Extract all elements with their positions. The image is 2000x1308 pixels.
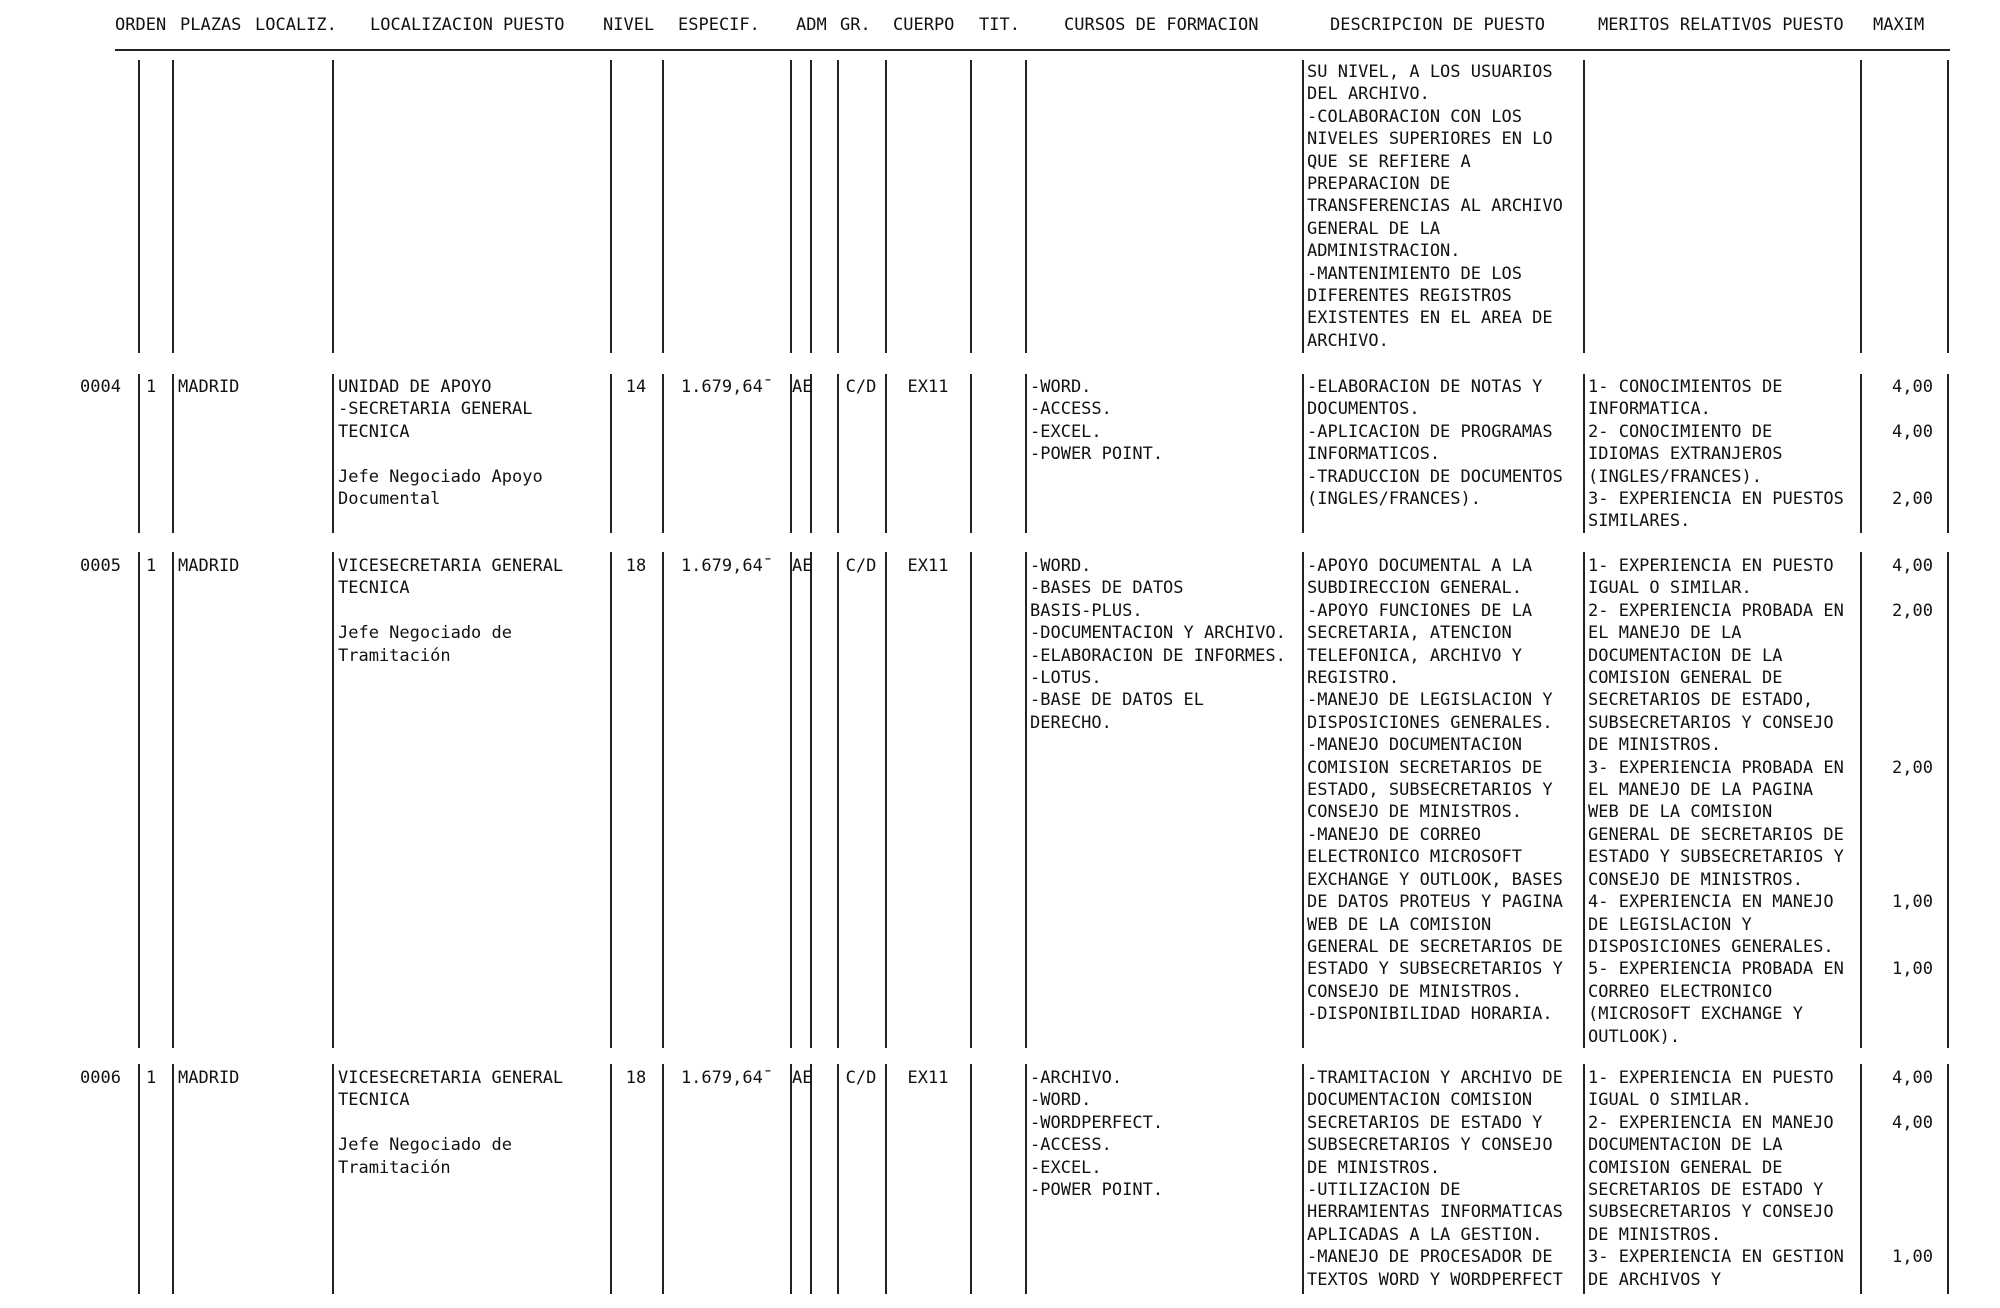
column-rule <box>837 60 839 353</box>
row-descripcion-line: SUBSECRETARIOS Y CONSEJO <box>1307 1135 1553 1156</box>
continuation-descripcion-line: GENERAL DE LA <box>1307 218 1441 239</box>
row-meritos-line: DE LEGISLACION Y <box>1588 914 1752 935</box>
row-localiz: MADRID <box>178 556 240 576</box>
column-rule <box>610 60 612 353</box>
column-rule <box>837 1064 839 1294</box>
row-descripcion-line: GENERAL DE SECRETARIOS DE <box>1307 936 1563 957</box>
header-gr: GR. <box>840 15 871 35</box>
column-rule <box>610 1064 612 1294</box>
row-meritos-line: 2- CONOCIMIENTO DE <box>1588 421 1773 442</box>
row-puesto <box>338 376 603 510</box>
column-rule <box>1302 552 1304 1048</box>
row-maxim: 4,00 <box>1892 421 1933 442</box>
row-cursos-line: -WORDPERFECT. <box>1030 1112 1164 1133</box>
row-descripcion-line: -ELABORACION DE NOTAS Y <box>1307 377 1543 397</box>
row-descripcion-line: TELEFONICA, ARCHIVO Y <box>1307 645 1522 666</box>
continuation-descripcion-line: ADMINISTRACION. <box>1307 241 1461 262</box>
row-plazas: 1 <box>146 556 157 576</box>
row-cursos-line: -BASES DE DATOS <box>1030 578 1184 599</box>
row-orden: 0006 <box>80 1068 121 1088</box>
column-rule <box>172 374 174 533</box>
row-meritos-line: GENERAL DE SECRETARIOS DE <box>1588 824 1844 845</box>
row-descripcion-line: -DISPONIBILIDAD HORARIA. <box>1307 1004 1553 1025</box>
row-meritos-line: 5- EXPERIENCIA PROBADA EN <box>1588 959 1844 980</box>
column-rule <box>1302 60 1304 353</box>
continuation-descripcion-line: ARCHIVO. <box>1307 330 1389 351</box>
column-rule <box>1025 374 1027 533</box>
column-rule <box>662 60 664 353</box>
row-cursos <box>1030 555 1300 734</box>
row-descripcion-line: APLICADAS A LA GESTION. <box>1307 1224 1543 1245</box>
continuation-descripcion-line: PREPARACION DE <box>1307 174 1451 195</box>
header-descripcion: DESCRIPCION DE PUESTO <box>1330 15 1545 35</box>
row-puesto-line: -SECRETARIA GENERAL <box>338 399 533 420</box>
row-gr: C/D <box>845 1068 877 1088</box>
row-meritos-line: SECRETARIOS DE ESTADO, <box>1588 690 1814 711</box>
row-descripcion-line: -APLICACION DE PROGRAMAS <box>1307 421 1553 442</box>
row-orden: 0005 <box>80 556 121 576</box>
column-rule <box>1947 374 1949 533</box>
row-meritos-line: 3- EXPERIENCIA EN PUESTOS <box>1588 489 1844 510</box>
row-cuerpo: EX11 <box>907 556 949 576</box>
column-rule <box>885 552 887 1048</box>
column-rule <box>970 374 972 533</box>
row-descripcion-line: INFORMATICOS. <box>1307 444 1441 465</box>
row-maxim: 1,00 <box>1892 892 1933 912</box>
row-descripcion-line: -TRAMITACION Y ARCHIVO DE <box>1307 1068 1563 1088</box>
row-cursos-line: DERECHO. <box>1030 712 1112 733</box>
column-rule <box>810 1064 812 1294</box>
row-descripcion-line: ESTADO, SUBSECRETARIOS Y <box>1307 780 1553 801</box>
header-orden: ORDEN <box>115 15 167 35</box>
continuation-descripcion-line: DIFERENTES REGISTROS <box>1307 286 1512 307</box>
row-puesto-line: VICESECRETARIA GENERAL <box>338 556 564 576</box>
row-cursos-line: -POWER POINT. <box>1030 1180 1164 1201</box>
continuation-descripcion <box>1307 61 1582 352</box>
row-descripcion-line: CONSEJO DE MINISTROS. <box>1307 981 1522 1002</box>
row-puesto-line: TECNICA <box>338 578 410 599</box>
row-meritos-line: DOCUMENTACION DE LA <box>1588 1135 1783 1156</box>
row-descripcion-line: SECRETARIOS DE ESTADO Y <box>1307 1112 1543 1133</box>
row-cursos-line: -ACCESS. <box>1030 1135 1112 1156</box>
row-orden: 0004 <box>80 377 121 397</box>
row-puesto <box>338 555 603 667</box>
row-plazas: 1 <box>146 1068 157 1088</box>
row-plazas: 1 <box>146 377 157 397</box>
row-maxim: 4,00 <box>1892 1068 1933 1088</box>
column-rule <box>662 374 664 533</box>
row-meritos-line: IDIOMAS EXTRANJEROS <box>1588 444 1783 465</box>
header-adm: ADM <box>796 15 827 35</box>
row-cursos-line: -EXCEL. <box>1030 1157 1102 1178</box>
row-meritos <box>1588 376 1858 533</box>
row-meritos-line: 2- EXPERIENCIA PROBADA EN <box>1588 600 1844 621</box>
row-meritos-line: SECRETARIOS DE ESTADO Y <box>1588 1180 1824 1201</box>
header-nivel: NIVEL <box>603 15 655 35</box>
column-rule <box>1860 374 1862 533</box>
row-nivel: 18 <box>625 556 647 576</box>
row-descripcion-line: ESTADO Y SUBSECRETARIOS Y <box>1307 959 1563 980</box>
row-meritos-line: 3- EXPERIENCIA EN GESTION <box>1588 1247 1844 1268</box>
row-meritos-line: CONSEJO DE MINISTROS. <box>1588 869 1803 890</box>
column-rule <box>1583 1064 1585 1294</box>
column-rule <box>885 60 887 353</box>
row-localiz: MADRID <box>178 377 240 397</box>
row-meritos-line: (MICROSOFT EXCHANGE Y <box>1588 1004 1803 1025</box>
row-descripcion-line: ELECTRONICO MICROSOFT <box>1307 847 1522 868</box>
row-especif: 1.679,64¯ <box>680 377 774 397</box>
row-descripcion-line: -MANEJO DE PROCESADOR DE <box>1307 1247 1553 1268</box>
row-cursos <box>1030 376 1300 466</box>
header-maxim: MAXIM <box>1873 15 1925 35</box>
row-nivel: 18 <box>625 1068 647 1088</box>
column-rule <box>1302 374 1304 533</box>
column-rule <box>172 1064 174 1294</box>
row-descripcion-line: CONSEJO DE MINISTROS. <box>1307 802 1522 823</box>
row-meritos-line: IGUAL O SIMILAR. <box>1588 578 1752 599</box>
row-descripcion-line: SECRETARIA, ATENCION <box>1307 623 1512 644</box>
continuation-descripcion-line: DEL ARCHIVO. <box>1307 84 1430 105</box>
row-puesto <box>338 1067 603 1179</box>
row-cursos-line: -EXCEL. <box>1030 421 1102 442</box>
row-puesto-line: TECNICA <box>338 1090 410 1111</box>
row-descripcion-line: DE DATOS PROTEUS Y PAGINA <box>1307 892 1563 913</box>
row-meritos-line: DE MINISTROS. <box>1588 1224 1722 1245</box>
row-puesto-line <box>338 443 603 465</box>
header-meritos: MERITOS RELATIVOS PUESTO <box>1598 15 1844 35</box>
row-maxim: 2,00 <box>1892 757 1933 778</box>
row-especif: 1.679,64¯ <box>680 1068 774 1088</box>
row-descripcion-line: -TRADUCCION DE DOCUMENTOS <box>1307 466 1563 487</box>
row-descripcion-line: WEB DE LA COMISION <box>1307 914 1492 935</box>
row-meritos-line: 2- EXPERIENCIA EN MANEJO <box>1588 1112 1834 1133</box>
row-puesto-line <box>338 1112 603 1134</box>
row-puesto-line: TECNICA <box>338 421 410 442</box>
column-rule <box>1025 1064 1027 1294</box>
column-rule <box>970 1064 972 1294</box>
row-puesto-line: Jefe Negociado de <box>338 1135 512 1156</box>
column-rule <box>1947 60 1949 353</box>
column-rule <box>138 374 140 533</box>
continuation-descripcion-line: QUE SE REFIERE A <box>1307 151 1471 172</box>
column-rule <box>332 60 334 353</box>
row-meritos-line: SUBSECRETARIOS Y CONSEJO <box>1588 712 1834 733</box>
row-descripcion-line: TEXTOS WORD Y WORDPERFECT <box>1307 1269 1563 1290</box>
header-localiz: LOCALIZ. <box>255 15 337 35</box>
column-rule <box>138 552 140 1048</box>
row-meritos <box>1588 555 1858 1048</box>
column-rule <box>885 1064 887 1294</box>
row-cursos-line: -WORD. <box>1030 556 1092 576</box>
row-puesto-line <box>338 600 603 622</box>
row-descripcion-line: -APOYO FUNCIONES DE LA <box>1307 600 1533 621</box>
column-rule <box>172 60 174 353</box>
column-rule <box>810 374 812 533</box>
column-rule <box>1583 552 1585 1048</box>
column-rule <box>970 552 972 1048</box>
row-meritos-line: CORREO ELECTRONICO <box>1588 981 1773 1002</box>
row-meritos-line: COMISION GENERAL DE <box>1588 1157 1783 1178</box>
row-meritos-line: 3- EXPERIENCIA PROBADA EN <box>1588 757 1844 778</box>
row-gr: C/D <box>845 556 877 576</box>
header-cursos: CURSOS DE FORMACION <box>1064 15 1259 35</box>
row-cursos-line: -WORD. <box>1030 1090 1092 1111</box>
row-gr: C/D <box>845 377 877 397</box>
column-rule <box>1025 552 1027 1048</box>
column-rule <box>1302 1064 1304 1294</box>
row-descripcion-line: -APOYO DOCUMENTAL A LA <box>1307 556 1533 576</box>
column-rule <box>790 1064 792 1294</box>
row-puesto-line: Jefe Negociado de <box>338 623 512 644</box>
row-puesto-line: Tramitación <box>338 1157 451 1178</box>
row-meritos-line: WEB DE LA COMISION <box>1588 802 1773 823</box>
row-descripcion-line: -UTILIZACION DE <box>1307 1180 1461 1201</box>
row-puesto-line: Tramitación <box>338 645 451 666</box>
row-maxim: 2,00 <box>1892 489 1933 509</box>
row-meritos-line: INFORMATICA. <box>1588 399 1711 420</box>
column-rule <box>1860 1064 1862 1294</box>
row-adm: AE <box>792 377 813 397</box>
row-descripcion-line: DE MINISTROS. <box>1307 1157 1441 1178</box>
row-puesto-line: Documental <box>338 489 441 510</box>
row-meritos-line: OUTLOOK). <box>1588 1026 1681 1047</box>
row-meritos-line: 1- EXPERIENCIA EN PUESTO <box>1588 1068 1834 1088</box>
row-cursos-line: -ACCESS. <box>1030 399 1112 420</box>
row-cuerpo: EX11 <box>907 377 949 397</box>
row-descripcion <box>1307 1067 1582 1291</box>
header-plazas: PLAZAS <box>180 15 242 35</box>
row-descripcion <box>1307 555 1582 1026</box>
row-puesto-line: VICESECRETARIA GENERAL <box>338 1068 564 1088</box>
row-descripcion-line: -MANEJO DOCUMENTACION <box>1307 735 1522 756</box>
column-rule <box>1583 374 1585 533</box>
row-descripcion-line: COMISION SECRETARIOS DE <box>1307 757 1543 778</box>
column-rule <box>790 552 792 1048</box>
column-rule <box>1583 60 1585 353</box>
row-descripcion-line: DOCUMENTACION COMISION <box>1307 1090 1533 1111</box>
column-rule <box>662 1064 664 1294</box>
row-cursos-line: -DOCUMENTACION Y ARCHIVO. <box>1030 623 1286 644</box>
row-maxim: 4,00 <box>1892 377 1933 397</box>
row-meritos-line: 1- EXPERIENCIA EN PUESTO <box>1588 556 1834 576</box>
continuation-descripcion-line: -COLABORACION CON LOS <box>1307 106 1522 127</box>
row-maxim: 4,00 <box>1892 556 1933 576</box>
row-meritos-line: DOCUMENTACION DE LA <box>1588 645 1783 666</box>
row-localiz: MADRID <box>178 1068 240 1088</box>
header-tit: TIT. <box>979 15 1020 35</box>
column-rule <box>970 60 972 353</box>
row-meritos-line: IGUAL O SIMILAR. <box>1588 1090 1752 1111</box>
column-rule <box>332 552 334 1048</box>
column-rule <box>810 60 812 353</box>
row-descripcion-line: -MANEJO DE CORREO <box>1307 824 1481 845</box>
column-rule <box>138 1064 140 1294</box>
column-rule <box>810 552 812 1048</box>
row-meritos-line: 1- CONOCIMIENTOS DE <box>1588 377 1783 397</box>
row-puesto-line: UNIDAD DE APOYO <box>338 377 492 397</box>
column-rule <box>610 552 612 1048</box>
header-especif: ESPECIF. <box>678 15 760 35</box>
row-especif: 1.679,64¯ <box>680 556 774 576</box>
row-nivel: 14 <box>625 377 647 397</box>
column-rule <box>138 60 140 353</box>
row-meritos-line: (INGLES/FRANCES). <box>1588 466 1762 487</box>
row-cursos-line: -POWER POINT. <box>1030 444 1164 465</box>
row-puesto-line: Jefe Negociado Apoyo <box>338 466 543 487</box>
row-cursos <box>1030 1067 1300 1201</box>
row-descripcion-line: EXCHANGE Y OUTLOOK, BASES <box>1307 869 1563 890</box>
row-descripcion <box>1307 376 1582 510</box>
continuation-descripcion-line: NIVELES SUPERIORES EN LO <box>1307 129 1553 150</box>
row-adm: AE <box>792 1068 813 1088</box>
column-rule <box>332 374 334 533</box>
header-rule <box>115 49 1950 51</box>
row-maxim: 1,00 <box>1892 1247 1933 1268</box>
row-meritos-line: EL MANEJO DE LA PAGINA <box>1588 780 1814 801</box>
row-meritos <box>1588 1067 1858 1291</box>
row-meritos-line: DE MINISTROS. <box>1588 735 1722 756</box>
column-rule <box>1025 60 1027 353</box>
row-meritos-line: SIMILARES. <box>1588 511 1691 532</box>
row-meritos-line: SUBSECRETARIOS Y CONSEJO <box>1588 1202 1834 1223</box>
continuation-descripcion-line: -MANTENIMIENTO DE LOS <box>1307 263 1522 284</box>
header-cuerpo: CUERPO <box>893 15 955 35</box>
row-maxim: 1,00 <box>1892 959 1933 980</box>
row-cursos-line: BASIS-PLUS. <box>1030 600 1143 621</box>
row-adm: AE <box>792 556 813 576</box>
column-rule <box>332 1064 334 1294</box>
row-meritos-line: 4- EXPERIENCIA EN MANEJO <box>1588 892 1834 913</box>
row-cursos-line: -ELABORACION DE INFORMES. <box>1030 645 1286 666</box>
row-meritos-line: DE ARCHIVOS Y <box>1588 1269 1722 1290</box>
column-rule <box>1860 552 1862 1048</box>
row-descripcion-line: DOCUMENTOS. <box>1307 399 1420 420</box>
row-descripcion-line: HERRAMIENTAS INFORMATICAS <box>1307 1202 1563 1223</box>
row-cuerpo: EX11 <box>907 1068 949 1088</box>
row-descripcion-line: DISPOSICIONES GENERALES. <box>1307 712 1553 733</box>
column-rule <box>1860 60 1862 353</box>
row-descripcion-line: -MANEJO DE LEGISLACION Y <box>1307 690 1553 711</box>
row-meritos-line: ESTADO Y SUBSECRETARIOS Y <box>1588 847 1844 868</box>
column-rule <box>662 552 664 1048</box>
row-meritos-line: DISPOSICIONES GENERALES. <box>1588 936 1834 957</box>
continuation-descripcion-line: EXISTENTES EN EL AREA DE <box>1307 308 1553 329</box>
row-cursos-line: -ARCHIVO. <box>1030 1068 1123 1088</box>
row-cursos-line: -WORD. <box>1030 377 1092 397</box>
column-rule <box>790 60 792 353</box>
continuation-descripcion-line: TRANSFERENCIAS AL ARCHIVO <box>1307 196 1563 217</box>
row-meritos-line: COMISION GENERAL DE <box>1588 668 1783 689</box>
row-descripcion-line: (INGLES/FRANCES). <box>1307 489 1481 510</box>
continuation-descripcion-line: SU NIVEL, A LOS USUARIOS <box>1307 62 1553 82</box>
column-rule <box>1947 552 1949 1048</box>
column-rule <box>1947 1064 1949 1294</box>
column-rule <box>172 552 174 1048</box>
header-localizacion-puesto: LOCALIZACION PUESTO <box>370 15 565 35</box>
row-cursos-line: -LOTUS. <box>1030 668 1102 689</box>
row-meritos-line: EL MANEJO DE LA <box>1588 623 1742 644</box>
row-maxim: 4,00 <box>1892 1112 1933 1133</box>
row-descripcion-line: REGISTRO. <box>1307 668 1400 689</box>
row-cursos-line: -BASE DE DATOS EL <box>1030 690 1204 711</box>
row-descripcion-line: SUBDIRECCION GENERAL. <box>1307 578 1522 599</box>
row-maxim: 2,00 <box>1892 600 1933 621</box>
column-rule <box>837 552 839 1048</box>
